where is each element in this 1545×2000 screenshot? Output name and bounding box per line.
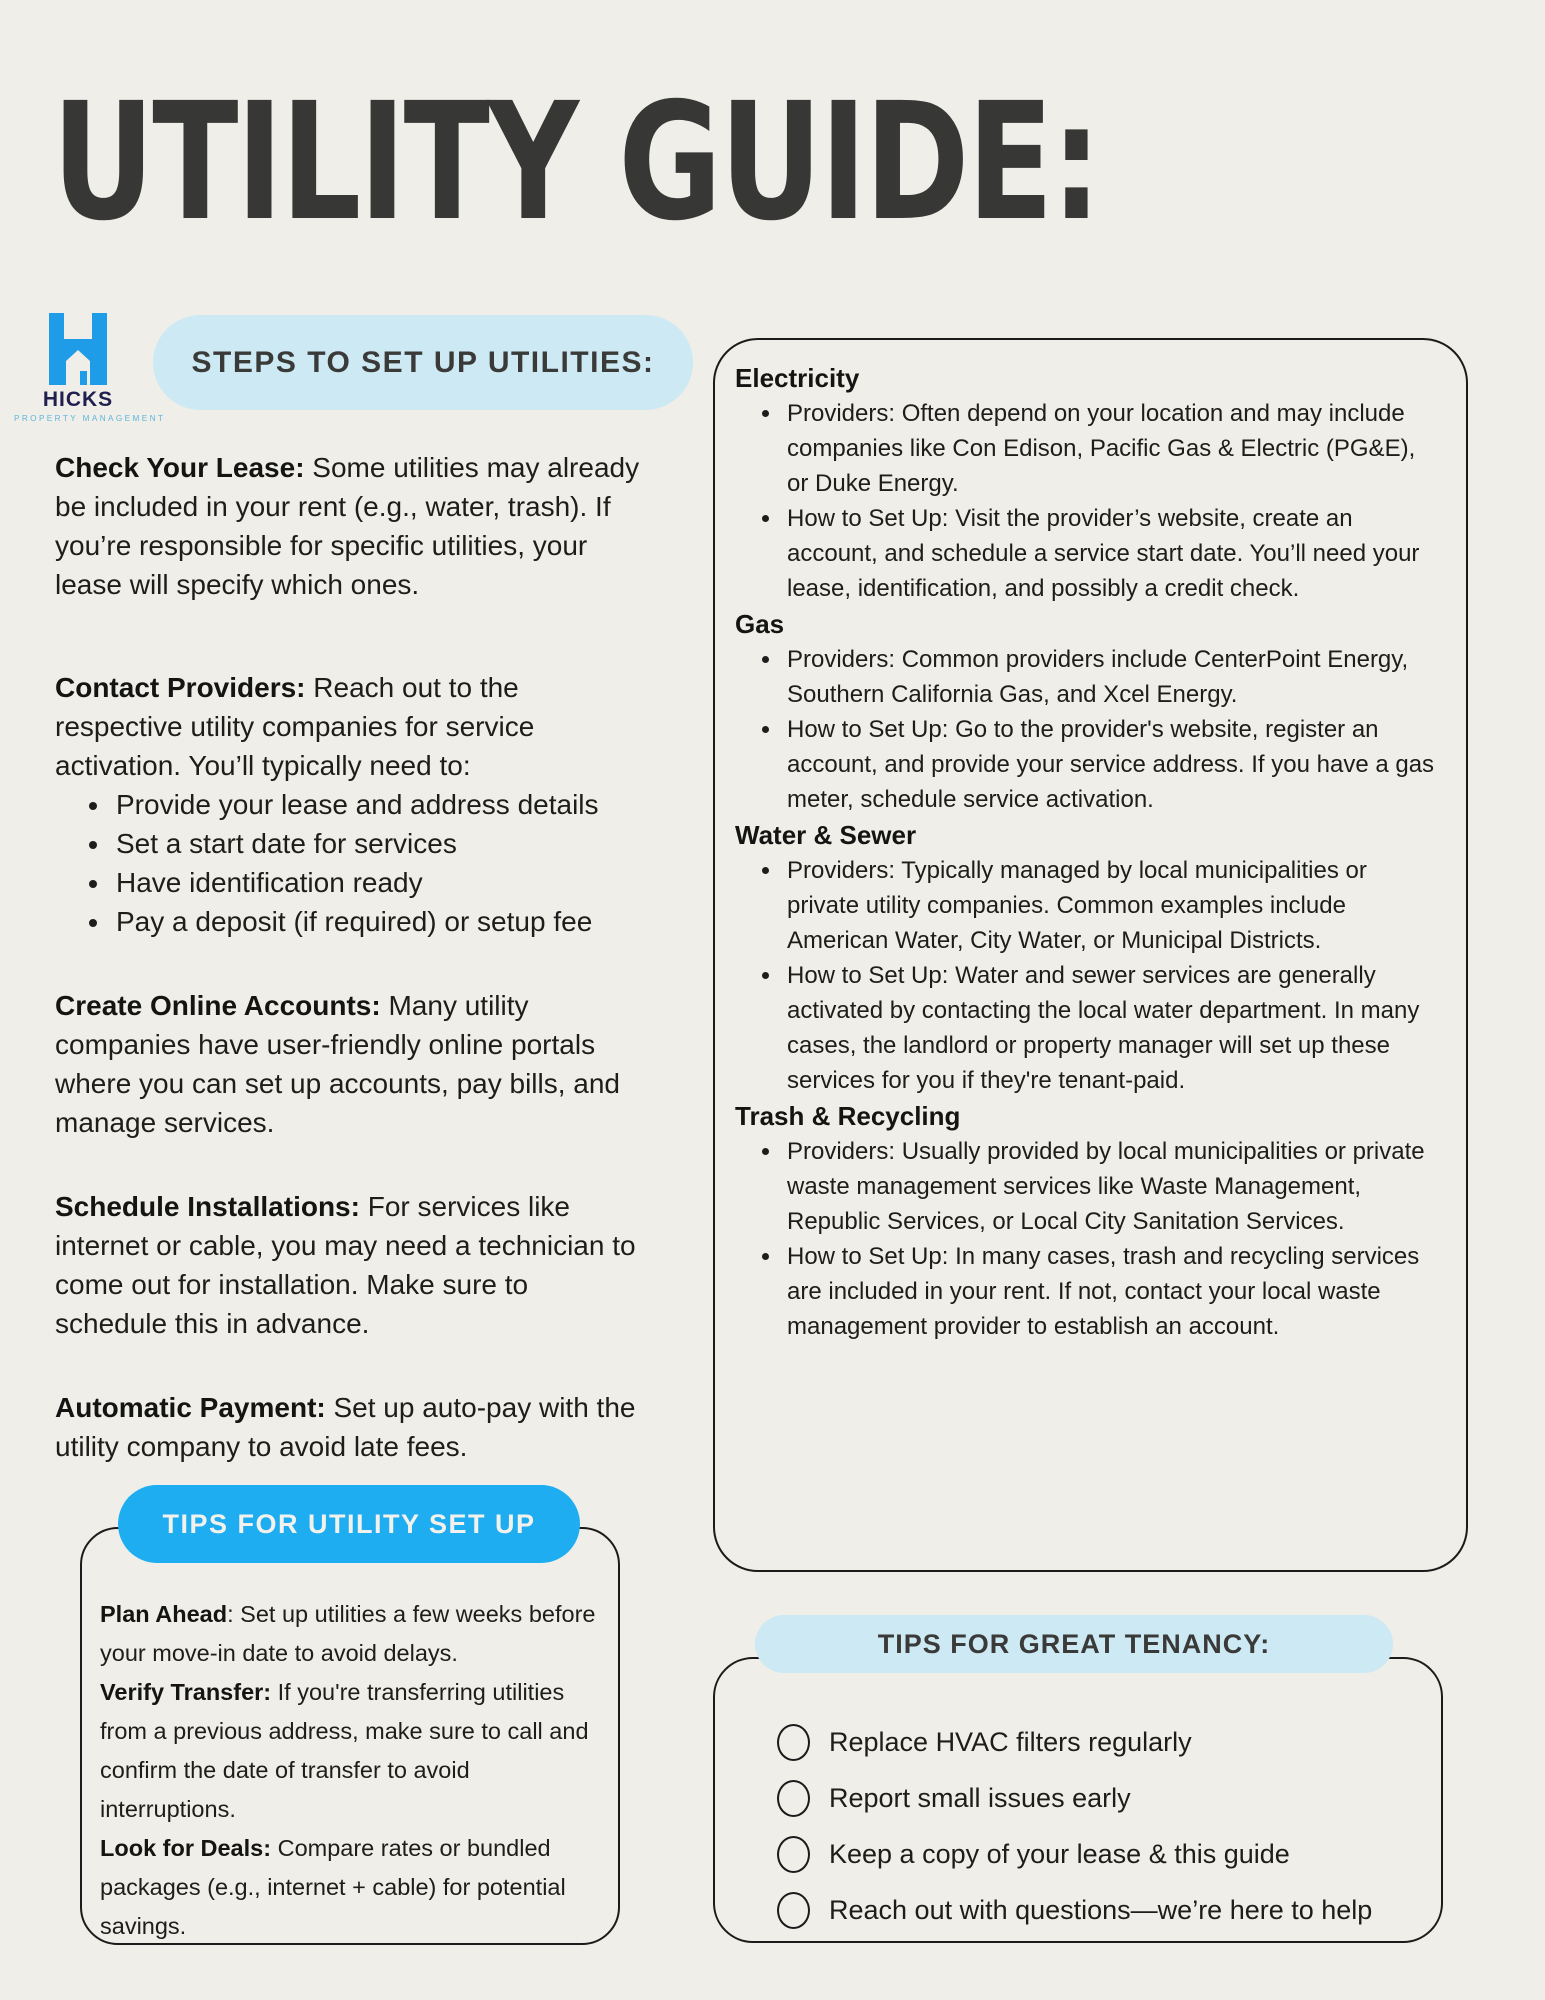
checkbox-circle-icon (777, 1892, 810, 1929)
tenancy-item-reach-out (777, 1882, 1421, 1938)
paragraph-text: For services like internet or cable, you may need a technician to come out for installation. Make sure to schedule this in advance. (55, 1191, 636, 1339)
tip-lead: Verify Transfer: (100, 1679, 272, 1705)
list-item: • Provide your lease and address details (112, 785, 642, 824)
paragraph-text: Reach out to the respective utility companies for service activation. You’ll typically need to: (55, 672, 535, 781)
paragraph-lead: Create Online Accounts: (55, 990, 381, 1021)
tenancy-item-label: Report small issues early (829, 1782, 1131, 1813)
list-item: • How to Set Up: Go to the provider's website, register an account, and provide your service address. If you have a gas meter, schedule service activation. (783, 712, 1438, 817)
page-title: UTILITY GUIDE: (52, 69, 1100, 257)
checkbox-circle-icon (777, 1780, 810, 1817)
tip-plan-ahead (100, 1595, 600, 1673)
h-house-icon (49, 313, 107, 385)
tenancy-item-hvac (777, 1714, 1421, 1770)
section-heading-electricity: Electricity (735, 363, 860, 393)
paragraph-lead: Schedule Installations: (55, 1191, 360, 1222)
tenancy-item-label: Replace HVAC filters regularly (829, 1726, 1192, 1757)
paragraph-text: Many utility companies have user-friendly online portals where you can set up accounts, pay bills, and manage services. (55, 990, 621, 1138)
tenancy-item-label: Reach out with questions—we’re here to help (829, 1894, 1373, 1925)
checkbox-circle-icon (777, 1724, 810, 1761)
list-item: • Have identification ready (112, 863, 642, 902)
paragraph-lead: Automatic Payment: (55, 1392, 326, 1423)
list-item: • Providers: Usually provided by local municipalities or private waste management services like Waste Management, Republic Services, or Local City Sanitation Services. (783, 1134, 1438, 1239)
list-item: • How to Set Up: Visit the provider’s website, create an account, and schedule a service start date. You’ll need your lease, identification, and possibly a credit check. (783, 501, 1438, 606)
section-heading-water-sewer: Water & Sewer (735, 820, 917, 850)
paragraph-lead: Contact Providers: (55, 672, 306, 703)
utilities-detail-panel (713, 338, 1468, 1572)
tip-text: Compare rates or bundled packages (e.g., internet + cable) for potential savings. (100, 1835, 566, 1939)
logo-name: HICKS (42, 388, 114, 411)
list-item: • How to Set Up: Water and sewer services are generally activated by contacting the local water department. In many cases, the landlord or property manager will set up these services for you if they're tenant-paid. (783, 958, 1438, 1098)
paragraph-text: Some utilities may already be included in your rent (e.g., water, trash). If you’re responsible for specific utilities, your lease will specify which ones. (55, 452, 640, 600)
paragraph-lead: Check Your Lease: (55, 452, 305, 483)
list-item: • Providers: Common providers include CenterPoint Energy, Southern California Gas, and Xcel Energy. (783, 642, 1438, 712)
tips-utility-badge-label: TIPS FOR UTILITY SET UP (162, 1508, 536, 1539)
electricity-bullets (735, 396, 1438, 606)
gas-bullets (735, 642, 1438, 817)
list-item: • Providers: Often depend on your location and may include companies like Con Edison, Pacific Gas & Electric (PG&E), or Duke Energy. (783, 396, 1438, 501)
tenancy-badge (755, 1615, 1393, 1673)
paragraph-check-your-lease (55, 448, 642, 604)
tips-utility-badge (118, 1485, 580, 1563)
steps-text-column (55, 448, 642, 1511)
logo-subtitle: PROPERTY MANAGEMENT (14, 414, 166, 423)
list-item: • Pay a deposit (if required) or setup fee (112, 902, 642, 941)
section-heading-trash-recycling: Trash & Recycling (735, 1101, 961, 1131)
tenancy-box (713, 1657, 1443, 1943)
tenancy-badge-label: TIPS FOR GREAT TENANCY: (877, 1628, 1271, 1659)
tips-utility-box (80, 1527, 620, 1945)
tenancy-item-keep-copy (777, 1826, 1421, 1882)
paragraph-schedule-installations (55, 1187, 642, 1343)
paragraph-automatic-payment (55, 1388, 642, 1466)
tip-text: If you're transferring utilities from a previous address, make sure to call and confirm the date of transfer to avoid interruptions. (100, 1679, 589, 1822)
hicks-logo (14, 313, 166, 423)
section-heading-gas: Gas (735, 609, 785, 639)
list-item: • How to Set Up: In many cases, trash and recycling services are included in your rent. If not, contact your local waste management provider to establish an account. (783, 1239, 1438, 1344)
trash-recycling-bullets (735, 1134, 1438, 1344)
paragraph-create-online-accounts (55, 986, 642, 1142)
checkbox-circle-icon (777, 1836, 810, 1873)
tenancy-item-label: Keep a copy of your lease & this guide (829, 1838, 1290, 1869)
paragraph-text: Set up auto-pay with the utility company to avoid late fees. (55, 1392, 636, 1462)
list-item: • Providers: Typically managed by local municipalities or private utility companies. Common examples include American Water, City Water, or Municipal Districts. (783, 853, 1438, 958)
contact-providers-bullets (55, 785, 642, 941)
list-item: • Set a start date for services (112, 824, 642, 863)
tip-verify-transfer (100, 1673, 600, 1829)
steps-badge (153, 315, 693, 410)
tip-lead: Plan Ahead (100, 1601, 228, 1627)
tip-lead: Look for Deals: (100, 1835, 272, 1861)
paragraph-contact-providers (55, 668, 642, 785)
tip-look-for-deals (100, 1829, 600, 1946)
tenancy-item-report-issues (777, 1770, 1421, 1826)
tip-text: : Set up utilities a few weeks before your move-in date to avoid delays. (100, 1601, 596, 1666)
water-sewer-bullets (735, 853, 1438, 1098)
steps-badge-label: STEPS TO SET UP UTILITIES: (191, 345, 655, 379)
